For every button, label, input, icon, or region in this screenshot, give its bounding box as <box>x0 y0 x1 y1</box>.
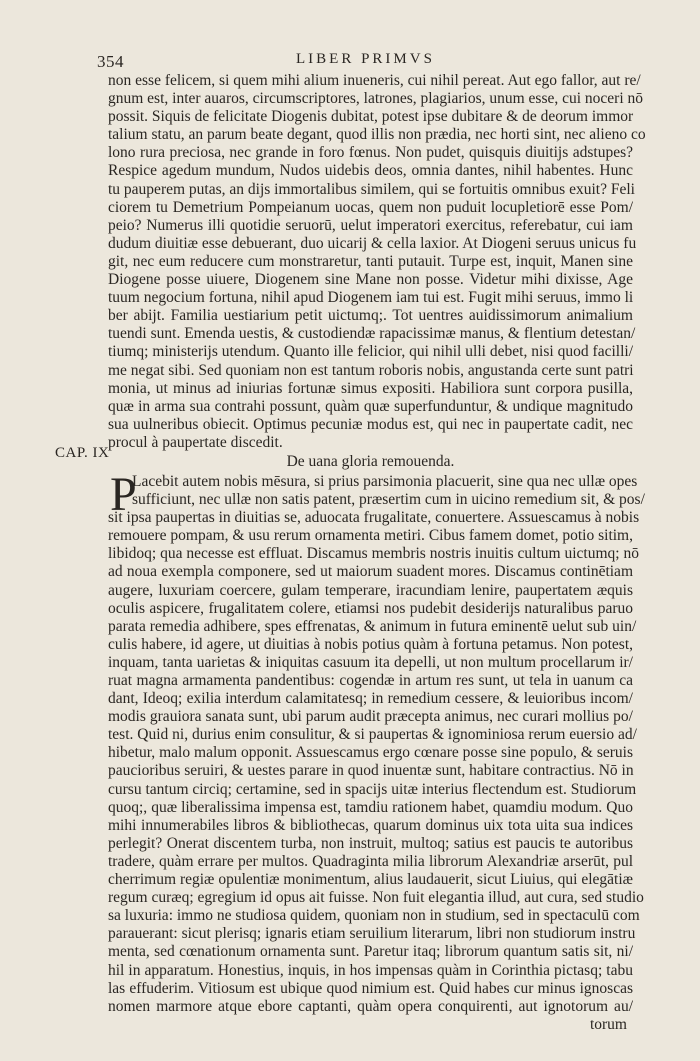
text-line: perlegit? Onerat discentem turba, non instruit, multoq; satius est paucis te autoribus <box>108 834 633 852</box>
text-line: cursu tantum circiq; certamine, sed in spacijs uitæ interius flectendum est. Studiorum <box>108 780 637 798</box>
text-line: ruat magna armamenta pandentibus: cogendæ in artum res sunt, ut tela in uanum ca <box>108 672 633 689</box>
text-line: talium statu, an parum beate degant, quod illis non prædia, nec horti sint, nec alieno co <box>108 126 646 144</box>
chapter-label: CAP. IX <box>55 445 110 461</box>
text-line: regum curæq; egregium id opus ait fuisse. Non fuit elegantia illud, aut cura, sed studio <box>108 889 644 907</box>
text-line: nomen marmore atque ebore captanti, quàm opera conquirenti, aut ignotorum au/ <box>108 997 633 1015</box>
running-head: LIBER PRIMVS <box>296 51 435 67</box>
chapter-lines <box>108 467 645 1016</box>
text-line: hibetur, malo malum opponit. Assuescamus ergo cœnare posse sine populo, & seruis <box>108 744 633 762</box>
text-line: sufficiunt, nec ullæ non satis patent, præsertim cum in uicino remedium sit, & pos/ <box>132 491 645 509</box>
text-line: ad noua exempla componere, sed ut maiorum suadent mores. Discamus continētiam <box>108 563 633 581</box>
text-block <box>108 72 646 1034</box>
text-line: sit ipsa paupertas in diuitias se, aduocata frugalitate, conuertere. Assuescamus à nobis <box>108 509 640 527</box>
text-line: parauerant: sicut plerisq; ignaris etiam seruilium literarum, libri non studiorum instru <box>108 925 636 943</box>
text-line: tuendi sunt. Emenda uestis, & custodiendæ rapacissimæ manus, & flentium detestan/ <box>108 325 636 343</box>
text-line: ciorem tu Demetrium Pompeianum uocas, quem non puduit locupletiorē esse Pom/ <box>108 198 633 216</box>
text-line: Lacebit autem nobis mēsura, si prius parsimonia placuerit, sine qua nec ullæ opes <box>132 472 638 490</box>
text-line: procul à paupertate discedit. <box>108 433 283 451</box>
text-line: peio? Numerus illi quotidie seruorū, uelut imperatori exercitus, referebatur, cui iam <box>108 216 633 234</box>
text-line: possit. Siquis de felicitate Diogenis dubitat, potest ipse dubitare & de deorum immor <box>108 108 634 126</box>
page-number: 354 <box>97 52 124 71</box>
text-line: lono rura preciosa, nec grande in foro fœnus. Non pudet, quisquis diuitijs adstupes? <box>108 144 633 162</box>
text-line: cherrimum regiæ opulentiæ monimentum, alius laudauerit, sicut Liuius, qui elegātiæ <box>108 871 633 889</box>
text-line: gnum est, inter auaros, circumscriptores, latrones, plagiarios, unum esse, cui noceri nō <box>108 90 644 108</box>
catchword: torum <box>589 1015 627 1033</box>
text-line: quoq;, quæ liberalissima impensa est, tamdiu rationem habet, quamdiu modum. Quo <box>108 798 633 816</box>
text-line: tradere, quàm errare per multos. Quadraginta milia librorum Alexandriæ arserūt, pul <box>108 852 633 870</box>
text-line: me negat sibi. Sed quoniam non est tantum roboris nobis, angustanda certe sunt patri <box>108 361 634 379</box>
text-line: augere, luxuriam coercere, gulam temperare, iracundiam lenire, paupertatem æquis <box>108 581 633 599</box>
text-line: culis habere, id agere, ut diuitias à nobis potius quàm à fortuna petamus. Non potest, <box>108 635 633 653</box>
text-line: dant, Ideoq; exilia interdum calamitatesq; in remedium cessere, & leuioribus incom/ <box>108 690 633 708</box>
text-line: ber abijt. Familia uestiarium petit uictumq;. Tot uentres auidissimorum animalium <box>108 307 633 325</box>
text-line: paucioribus seruiri, & uestes parare in quod inuentæ sunt, habitare contractius. Nō in <box>108 762 634 780</box>
text-line: oculis aspicere, frugalitatem colere, etiamsi nos pudebit desiderijs naturalibus paruo <box>108 599 633 617</box>
text-line: tuum negocium fortuna, nihil apud Diogenem iam tui est. Fugit mihi seruus, immo li <box>108 289 634 307</box>
text-line: hil in apparatum. Honestius, inquis, in hos impensas quàm in Corinthia pictasq; tabu <box>108 961 633 979</box>
chapter-body <box>108 467 645 1034</box>
text-line: non esse felicem, si quem mihi alium inueneris, cui nihil pereat. Aut ego fallor, aut re/ <box>108 72 641 89</box>
text-line: quæ in arma sua contrahi possunt, quàm quæ superfunduntur, & undique magnitudo <box>108 397 633 415</box>
text-line: las effuderim. Vitiosum est ubique quod nimium est. Quid habes cur minus ignoscas <box>108 979 633 997</box>
text-line: dudum diuitiæ esse debuerant, duo uicarij & cella laxior. At Diogeni seruus unicus fu <box>108 234 637 252</box>
text-line: monia, ut minus ad iniurias fortunæ simus expositi. Habiliora sunt corpora pusilla, <box>108 379 633 397</box>
text-line: inquam, tanta uarietas & iniquitas casuum ita depelli, ut non multum procellarum ir/ <box>108 653 633 671</box>
text-line: tiumq; ministerijs utendum. Quanto ille felicior, qui nihil ulli debet, nisi quod facilli/ <box>108 343 633 361</box>
text-line: Respice agedum mundum, Nudos uidebis deos, omnia dantes, nihil habentes. Hunc <box>108 162 633 180</box>
section-body <box>108 72 646 452</box>
text-line: remouere pompam, & usu rerum ornamenta metiri. Cibus famem domet, potio sitim, <box>108 527 633 545</box>
text-line: tu pauperem putas, an dijs immortalibus similem, qui se fortuitis omnibus exuit? Feli <box>108 180 635 198</box>
text-line: git, nec eum reducere cum monstraretur, tanti putauit. Turpe est, inquit, Manen sine <box>108 252 633 270</box>
text-line: Diogene posse uiuere, Diogenem sine Mane non posse. Videtur mihi dixisse, Age <box>108 271 633 289</box>
text-line: libidoq; qua necesse est effluat. Discamus membris nostris inuitis cultum uictumq; nō <box>108 545 639 563</box>
text-line: sa luxuria: immo ne studiosa quidem, quoniam non in studium, sed in spectaculū com <box>108 907 640 925</box>
text-line: menta, sed cœnationum ornamenta sunt. Paretur itaq; librorum quantum satis sit, ni/ <box>108 943 633 961</box>
text-line: sua uulneribus obiecit. Optimus pecuniæ modus est, qui nec in paupertate cadit, nec <box>108 415 633 433</box>
drop-cap: P <box>110 467 137 521</box>
text-line: modis grauiora sanata sunt, ubi parum audit præcepta animus, nec curari mollius po/ <box>108 708 633 726</box>
section-heading: De uana gloria remouenda. <box>286 452 455 470</box>
text-line: parata remedia adhibere, spes effrenatas, & animum in futura eminentē uelut sub uin/ <box>108 617 637 635</box>
text-line: mihi innumerabiles libros & bibliothecas, quarum dominus uix tota uita sua indices <box>108 816 633 834</box>
text-line: test. Quid ni, durius enim consulitur, & si paupertas & ignominiosa rerum euersio ad/ <box>108 726 637 744</box>
